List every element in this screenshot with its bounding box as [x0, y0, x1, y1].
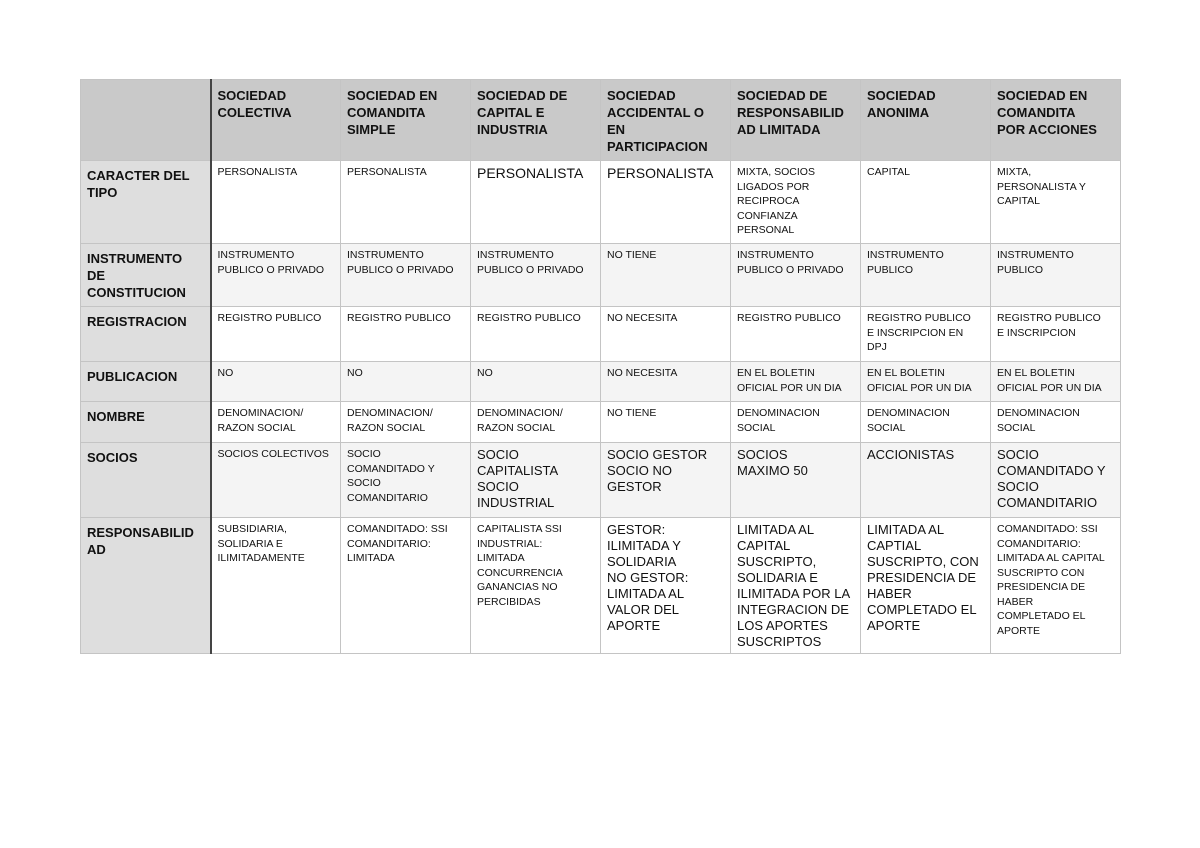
table-cell: EN EL BOLETIN OFICIAL POR UN DIA	[731, 362, 861, 402]
table-cell: CAPITALISTA SSI INDUSTRIAL: LIMITADA CONCURRENCIA GANANCIAS NO PERCIBIDAS	[471, 518, 601, 654]
table-cell: NO	[341, 362, 471, 402]
table-cell: REGISTRO PUBLICO E INSCRIPCION	[991, 307, 1121, 362]
row-registracion	[81, 307, 1121, 362]
table-cell: REGISTRO PUBLICO	[471, 307, 601, 362]
header-anonima: SOCIEDAD ANONIMA	[861, 80, 991, 161]
table-cell: LIMITADA AL CAPITAL SUSCRIPTO, SOLIDARIA E ILIMITADA POR LA INTEGRACION DE LOS APORTES SUSCRIPTOS	[731, 518, 861, 654]
row-instrumento-constitucion	[81, 244, 1121, 307]
table-cell: INSTRUMENTO PUBLICO	[991, 244, 1121, 307]
table-cell: INSTRUMENTO PUBLICO O PRIVADO	[471, 244, 601, 307]
table-cell: SOCIOS COLECTIVOS	[211, 443, 341, 518]
table-cell: SOCIO COMANDITADO Y SOCIO COMANDITARIO	[991, 443, 1121, 518]
row-label: SOCIOS	[81, 443, 211, 518]
table-cell: EN EL BOLETIN OFICIAL POR UN DIA	[991, 362, 1121, 402]
table-cell: DENOMINACION/ RAZON SOCIAL	[211, 402, 341, 443]
header-comandita-simple: SOCIEDAD EN COMANDITA SIMPLE	[341, 80, 471, 161]
row-socios	[81, 443, 1121, 518]
table-cell: DENOMINACION SOCIAL	[991, 402, 1121, 443]
table-cell: DENOMINACION SOCIAL	[861, 402, 991, 443]
table-cell: INSTRUMENTO PUBLICO	[861, 244, 991, 307]
table-cell: CAPITAL	[861, 161, 991, 244]
row-nombre	[81, 402, 1121, 443]
table-cell: INSTRUMENTO PUBLICO O PRIVADO	[341, 244, 471, 307]
table-cell: PERSONALISTA	[341, 161, 471, 244]
table-cell: REGISTRO PUBLICO	[731, 307, 861, 362]
table-cell: REGISTRO PUBLICO	[341, 307, 471, 362]
table-cell: DENOMINACION SOCIAL	[731, 402, 861, 443]
table-cell: LIMITADA AL CAPTIAL SUSCRIPTO, CON PRESIDENCIA DE HABER COMPLETADO EL APORTE	[861, 518, 991, 654]
table-cell: REGISTRO PUBLICO	[211, 307, 341, 362]
comparison-table	[80, 79, 1121, 654]
table-cell: PERSONALISTA	[601, 161, 731, 244]
table-cell: INSTRUMENTO PUBLICO O PRIVADO	[211, 244, 341, 307]
table-cell: DENOMINACION/ RAZON SOCIAL	[341, 402, 471, 443]
table-cell: NO NECESITA	[601, 307, 731, 362]
table-cell: INSTRUMENTO PUBLICO O PRIVADO	[731, 244, 861, 307]
table-cell: GESTOR: ILIMITADA Y SOLIDARIA NO GESTOR: LIMITADA AL VALOR DEL APORTE	[601, 518, 731, 654]
table-cell: SUBSIDIARIA, SOLIDARIA E ILIMITADAMENTE	[211, 518, 341, 654]
row-label: CARACTER DEL TIPO	[81, 161, 211, 244]
table-cell: NO NECESITA	[601, 362, 731, 402]
header-srl: SOCIEDAD DE RESPONSABILID AD LIMITADA	[731, 80, 861, 161]
table-cell: REGISTRO PUBLICO E INSCRIPCION EN DPJ	[861, 307, 991, 362]
table-cell: SOCIO COMANDITADO Y SOCIO COMANDITARIO	[341, 443, 471, 518]
row-label: INSTRUMENTO DE CONSTITUCION	[81, 244, 211, 307]
table-cell: MIXTA, PERSONALISTA Y CAPITAL	[991, 161, 1121, 244]
table-cell: ACCIONISTAS	[861, 443, 991, 518]
table-cell: COMANDITADO: SSI COMANDITARIO: LIMITADA AL CAPITAL SUSCRIPTO CON PRESIDENCIA DE HABER COMPLETADO EL APORTE	[991, 518, 1121, 654]
row-publicacion	[81, 362, 1121, 402]
header-row	[81, 80, 1121, 161]
header-accidental: SOCIEDAD ACCIDENTAL O EN PARTICIPACION	[601, 80, 731, 161]
header-corner	[81, 80, 211, 161]
table-cell: SOCIO CAPITALISTA SOCIO INDUSTRIAL	[471, 443, 601, 518]
table-cell: COMANDITADO: SSI COMANDITARIO: LIMITADA	[341, 518, 471, 654]
row-label: NOMBRE	[81, 402, 211, 443]
row-responsabilidad	[81, 518, 1121, 654]
table-cell: NO	[211, 362, 341, 402]
header-comandita-acciones: SOCIEDAD EN COMANDITA POR ACCIONES	[991, 80, 1121, 161]
table-cell: DENOMINACION/ RAZON SOCIAL	[471, 402, 601, 443]
table-cell: PERSONALISTA	[471, 161, 601, 244]
table-cell: NO TIENE	[601, 244, 731, 307]
row-label: PUBLICACION	[81, 362, 211, 402]
row-caracter-del-tipo	[81, 161, 1121, 244]
table-cell: EN EL BOLETIN OFICIAL POR UN DIA	[861, 362, 991, 402]
header-capital-industria: SOCIEDAD DE CAPITAL E INDUSTRIA	[471, 80, 601, 161]
table-cell: SOCIOS MAXIMO 50	[731, 443, 861, 518]
row-label: REGISTRACION	[81, 307, 211, 362]
table-cell: NO	[471, 362, 601, 402]
table-cell: NO TIENE	[601, 402, 731, 443]
table-cell: PERSONALISTA	[211, 161, 341, 244]
header-sociedad-colectiva: SOCIEDAD COLECTIVA	[211, 80, 341, 161]
table-cell: MIXTA, SOCIOS LIGADOS POR RECIPROCA CONFIANZA PERSONAL	[731, 161, 861, 244]
table-cell: SOCIO GESTOR SOCIO NO GESTOR	[601, 443, 731, 518]
row-label: RESPONSABILID AD	[81, 518, 211, 654]
